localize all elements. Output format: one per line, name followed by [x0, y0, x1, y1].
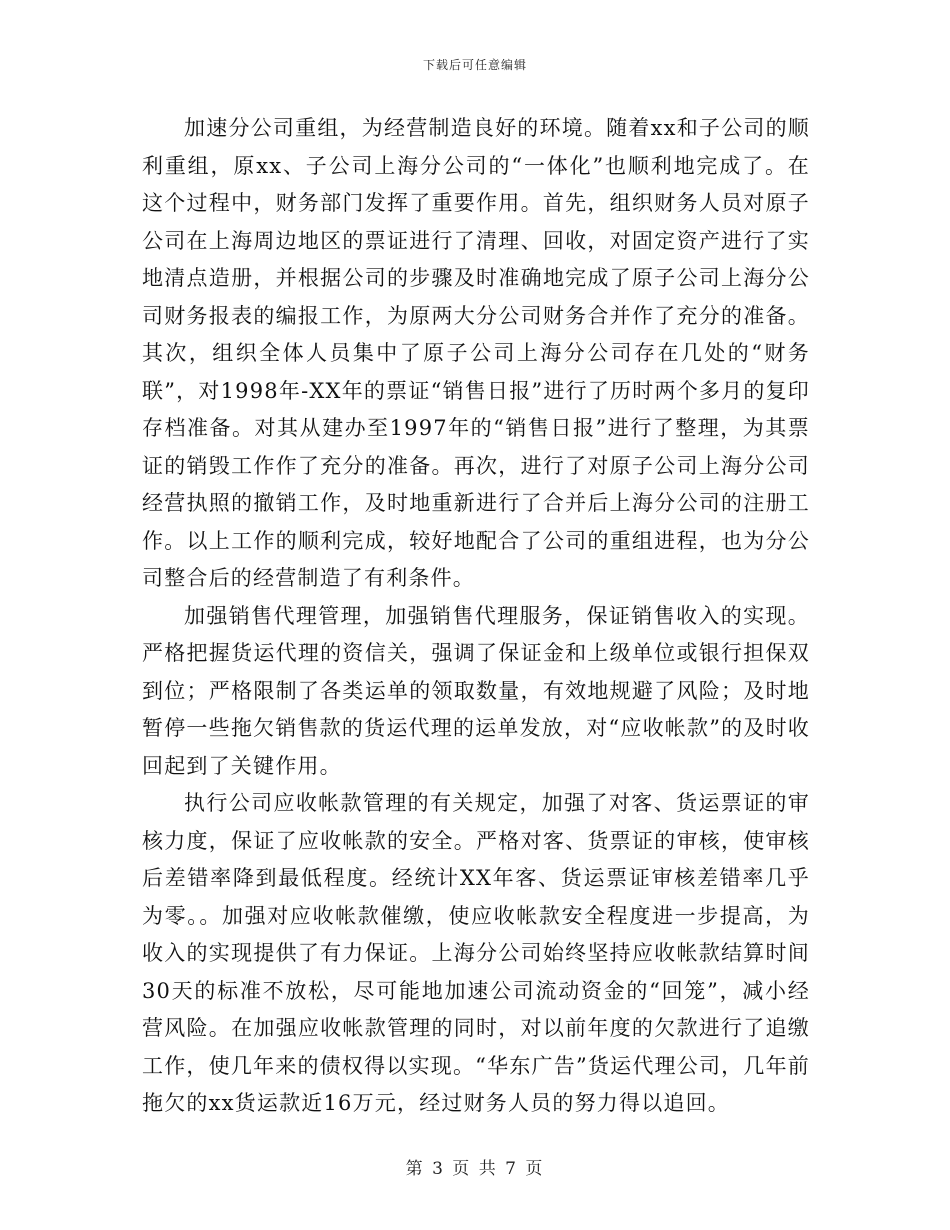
paragraph-sales-agency: 加强销售代理管理，加强销售代理服务，保证销售收入的实现。严格把握货运代理的资信关，强调了保证金和上级单位或银行担保双到位；严格限制了各类运单的领取数量，有效地规避了风险；及时地暂停一些拖欠销售款的货运代理的运单发放，对“应收帐款”的及时收回起到了关键作用。	[142, 603, 810, 778]
paragraph-restructuring: 加速分公司重组，为经营制造良好的环境。随着xx和子公司的顺利重组，原xx、子公司上海分公司的“一体化”也顺利地完成了。在这个过程中，财务部门发挥了重要作用。首先，组织财务人员对原子公司在上海周边地区的票证进行了清理、回收，对固定资产进行了实地清点造册，并根据公司的步骤及时准确地完成了原子公司上海分公司财务报表的编报工作，为原两大分公司财务合并作了充分的准备。其次，组织全体人员集中了原子公司上海分公司存在几处的“财务联”，对1998年-XX年的票证“销售日报”进行了历时两个多月的复印存档准备。对其从建办至1997年的“销售日报”进行了整理，为其票证的销毁工作作了充分的准备。再次，进行了对原子公司上海分公司经营执照的撤销工作，及时地重新进行了合并后上海分公司的注册工作。以上工作的顺利完成，较好地配合了公司的重组进程，也为分公司整合后的经营制造了有利条件。	[142, 116, 810, 590]
page-number: 第 3 页 共 7 页	[405, 1159, 545, 1179]
paragraph-receivables: 执行公司应收帐款管理的有关规定，加强了对客、货运票证的审核力度，保证了应收帐款的安全。严格对客、货票证的审核，使审核后差错率降到最低程度。经统计XX年客、货运票证审核差错率几乎为零。。加强对应收帐款催缴，使应收帐款安全程度进一步提高，为收入的实现提供了有力保证。上海分公司始终坚持应收帐款结算时间30天的标准不放松，尽可能地加速公司流动资金的“回笼”，减小经营风险。在加强应收帐款管理的同时，对以前年度的欠款进行了追缴工作，使几年来的债权得以实现。“华东广告”货运代理公司，几年前拖欠的xx货运款近16万元，经过财务人员的努力得以追回。	[142, 791, 810, 1115]
document-body	[142, 110, 810, 1123]
page-header: 下载后可任意编辑	[422, 58, 527, 72]
